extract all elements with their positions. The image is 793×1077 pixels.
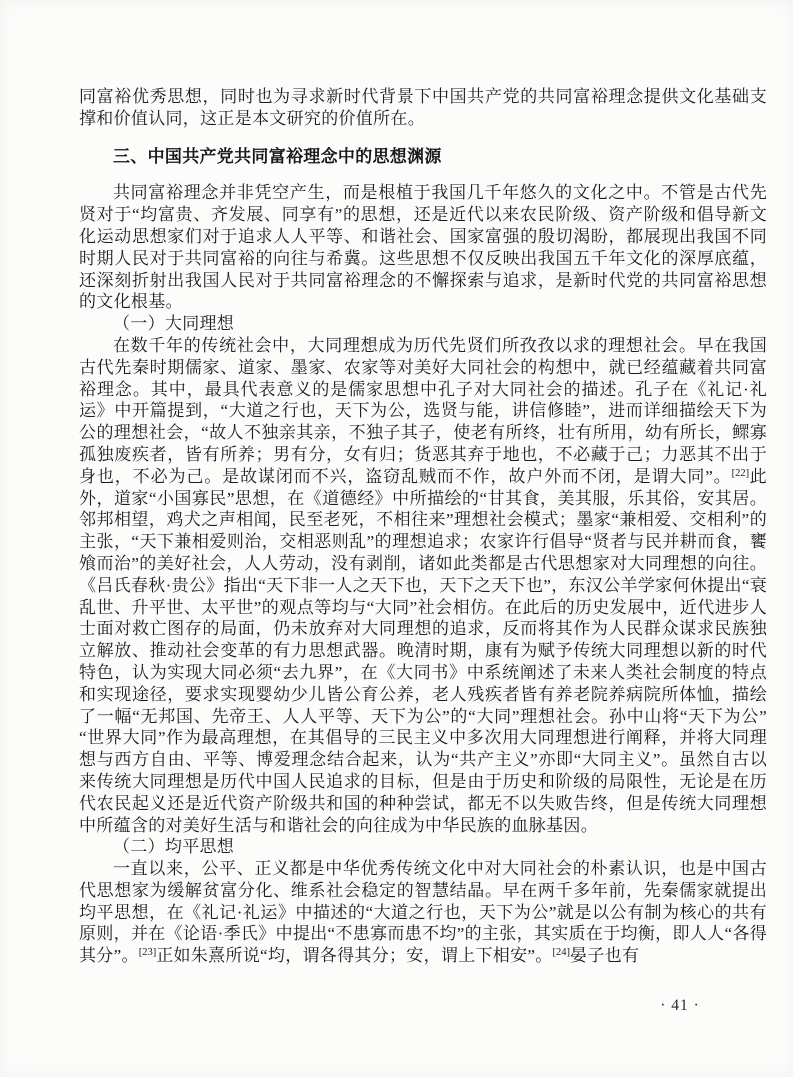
- paragraph-text: 正如朱熹所说“均，谓各得其分；安，谓上下相安”。: [156, 946, 553, 966]
- paragraph-text: 在数千年的传统社会中，大同理想成为历代先贤们所孜孜以求的理想社会。早在我国古代先秦时期儒家、道家、墨家、农家等对美好大同社会的构想中，就已经蕴藏着共同富裕理念。其中，最具代表意义的是儒家思想中孔子对大同社会的描述。孔子在《礼记·礼运》中开篇提到，“大道之行也，天下为公，选贤与能，讲信修睦”，进而详细描绘天下为公的理想社会，“故人不独亲其亲，不独子其子，使老有所终，壮有所用，幼有所长，鳏寡孤独废疾者，皆有所养；男有分，女有归；货恶其弃于地也，不必藏于己；力恶其不出于身也，不必为己。是故谋闭而不兴，盗窃乱贼而不作，故户外而不闭，是谓大同”。: [79, 335, 767, 486]
- section-heading: 三、中国共产党共同富裕理念中的思想渊源: [113, 146, 442, 166]
- junping-paragraph: [79, 858, 767, 967]
- datong-paragraph: [79, 335, 767, 836]
- subsection-heading-datong: （一）大同理想: [113, 314, 235, 334]
- reference-superscript: [23]: [138, 947, 157, 959]
- paragraph-text: 一直以来，公平、正义都是中华优秀传统文化中对大同社会的朴素认识，也是中国古代思想家为缓解贫富分化、维系社会稳定的智慧结晶。早在两千多年前，先秦儒家就提出均平思想，在《礼记·礼运》中描述的“大道之行也，天下为公”就是以公有制为核心的共有原则，并在《论语·季氏》中提出“不患寡而患不均”的主张，其实质在于均衡，即人人“各得其分”。: [79, 859, 767, 966]
- section-intro-paragraph: 共同富裕理念并非凭空产生，而是根植于我国几千年悠久的文化之中。不管是古代先贤对于“均富贵、齐发展、同享有”的思想，还是近代以来农民阶级、资产阶级和倡导新文化运动思想家们对于追求人人平等、和谐社会、国家富强的殷切渴盼，都展现出我国不同时期人民对于共同富裕的向往与希冀。这些思想不仅反映出我国五千年文化的深厚底蕴，还深刻折射出我国人民对于共同富裕理念的不懈探索与追求，是新时代党的共同富裕思想的文化根基。: [79, 183, 767, 312]
- page-number: · 41 ·: [660, 997, 700, 1014]
- reference-superscript: [24]: [552, 947, 571, 959]
- paragraph-text: 晏子也有: [570, 946, 640, 966]
- body-text-block: [79, 86, 767, 967]
- subsection-heading-junping: （二）均平思想: [113, 837, 235, 857]
- continued-paragraph: 同富裕优秀思想，同时也为寻求新时代背景下中国共产党的共同富裕理念提供文化基础支撑和价值认同，这正是本文研究的价值所在。: [79, 87, 767, 128]
- paragraph-text: 此外，道家“小国寡民”思想，在《道德经》中所描绘的“甘其食，美其服，乐其俗，安其居。邻邦相望，鸡犬之声相闻，民至老死，不相往来”理想社会模式；墨家“兼相爱、交相利”的主张，“天下兼相爱则治，交相恶则乱”的理想追求；农家许行倡导“贤者与民并耕而食，饔飧而治”的美好社会，人人劳动，没有剥削，诸如此类都是古代思想家对大同理想的向往。《吕氏春秋·贵公》指出“天下非一人之天下也，天下之天下也”，东汉公羊学家何休提出“衰乱世、升平世、太平世”的观点等均与“大同”社会相仿。在此后的历史发展中，近代进步人士面对救亡图存的局面，仍未放弃对大同理想的追求，反而将其作为人民群众谋求民族独立解放、推动社会变革的有力思想武器。晚清时期，康有为赋予传统大同理想以新的时代特色，认为实现大同必须“去九界”，在《大同书》中系统阐述了未来人类社会制度的特点和实现途径，要求实现婴幼少儿皆公育公养，老人残疾者皆有养老院养病院所体恤，描绘了一幅“无邦国、先帝王、人人平等、天下为公”的“大同”理想社会。孙中山将“天下为公”“世界大同”作为最高理想，在其倡导的三民主义中多次用大同理想进行阐释，并将大同理想与西方自由、平等、博爱理念结合起来，认为“共产主义”亦即“大同主义”。虽然自古以来传统大同理想是历代中国人民追求的目标，但是由于历史和阶级的局限性，无论是在历代农民起义还是近代资产阶级共和国的种种尝试，都无不以失败告终，但是传统大同理想中所蕴含的对美好生活与和谐社会的向往成为中华民族的血脉基因。: [79, 466, 767, 835]
- reference-superscript: [22]: [731, 467, 750, 479]
